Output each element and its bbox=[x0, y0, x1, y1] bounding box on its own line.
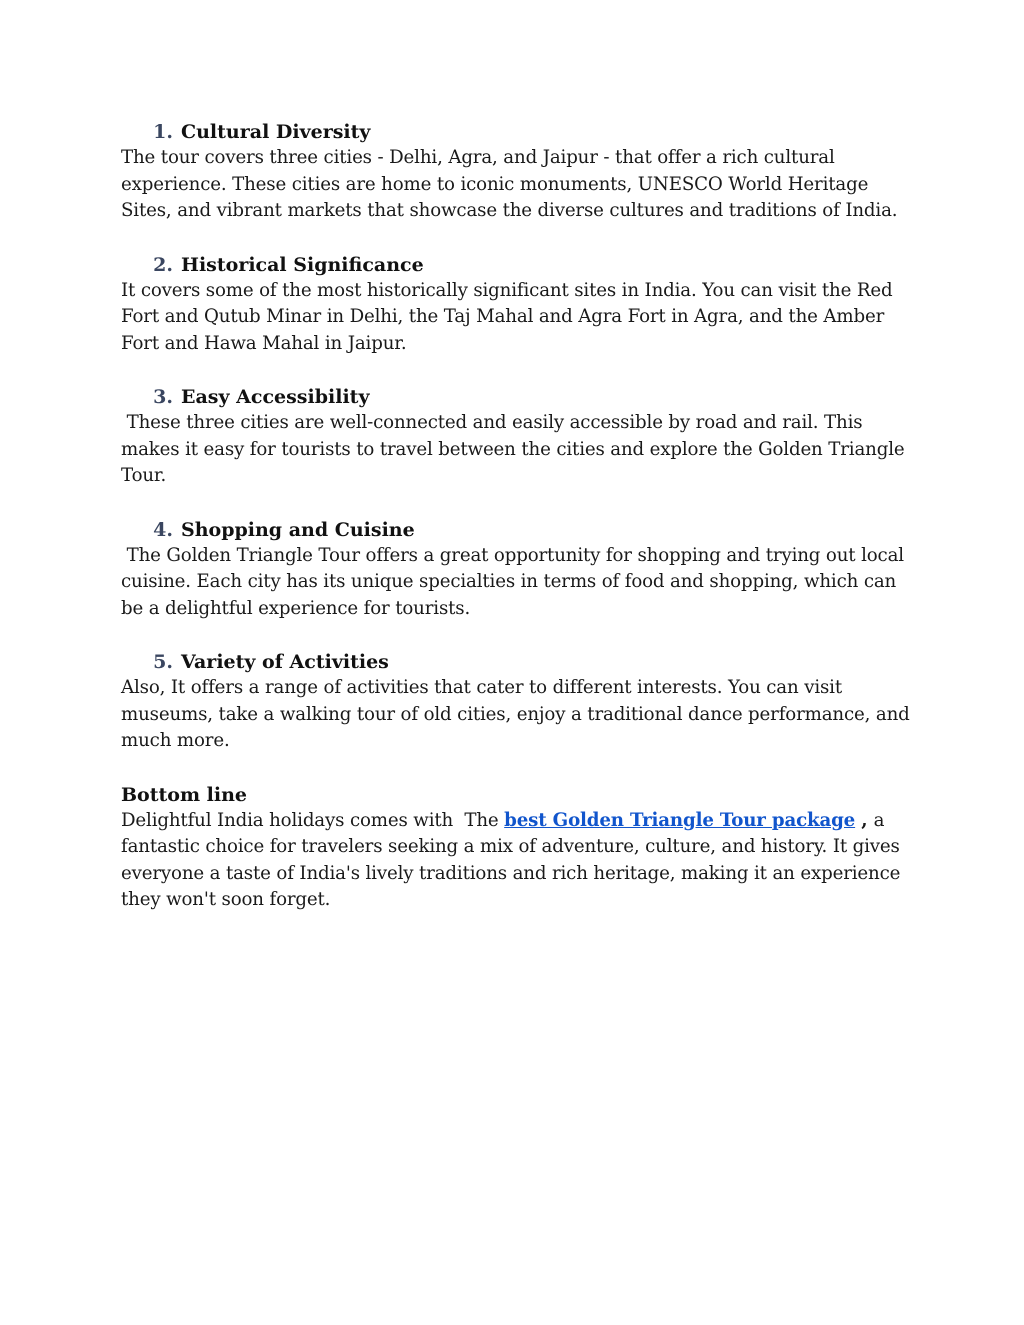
bottom-text-after-link: a fantastic choice for travelers seeking a mix of adventure, culture, and history. It gives everyone a taste of India's lively traditions and rich heritage, making it an experience they won't soon forget. bbox=[121, 809, 906, 910]
section-title: Shopping and Cuisine bbox=[181, 518, 415, 541]
bottom-comma: , bbox=[855, 809, 874, 831]
section-easy-accessibility bbox=[121, 384, 911, 490]
bottom-text-before-link: Delightful India holidays comes with The bbox=[121, 809, 505, 831]
section-body: The Golden Triangle Tour offers a great opportunity for shopping and trying out local cuisine. Each city has its unique specialties in terms of food and shopping, which can be a delightful experience for tourists. bbox=[121, 544, 910, 619]
section-title: Variety of Activities bbox=[181, 651, 389, 673]
section-heading bbox=[121, 252, 911, 278]
section-body: These three cities are well-connected and easily accessible by road and rail. This makes it easy for tourists to travel between the cities and explore the Golden Triangle Tour. bbox=[121, 412, 911, 486]
document-page bbox=[121, 119, 911, 941]
section-cultural-diversity bbox=[121, 119, 911, 225]
section-heading bbox=[121, 517, 911, 543]
list-number: 5. bbox=[153, 651, 173, 673]
list-number: 2. bbox=[153, 253, 173, 276]
bottom-line-body bbox=[121, 808, 911, 914]
section-bottom-line bbox=[121, 782, 911, 914]
section-historical-significance bbox=[121, 252, 911, 358]
section-title: Cultural Diversity bbox=[181, 121, 371, 143]
golden-triangle-tour-link[interactable]: best Golden Triangle Tour package bbox=[504, 809, 856, 831]
section-shopping-and-cuisine bbox=[121, 517, 911, 623]
section-heading bbox=[121, 649, 911, 675]
list-number: 4. bbox=[153, 518, 173, 541]
section-variety-of-activities bbox=[121, 649, 911, 755]
list-number: 3. bbox=[153, 386, 173, 408]
section-title: Historical Significance bbox=[181, 253, 424, 276]
section-heading bbox=[121, 119, 911, 145]
section-body: It covers some of the most historically significant sites in India. You can visit the Red Fort and Qutub Minar in Delhi, the Taj Mahal and Agra Fort in Agra, and the Amber Fort and Hawa Mahal in Jaipur. bbox=[121, 279, 893, 354]
section-heading bbox=[121, 384, 911, 410]
section-body: The tour covers three cities - Delhi, Agra, and Jaipur - that offer a rich cultural experience. These cities are home to iconic monuments, UNESCO World Heritage Sites, and vibrant markets that showcase the diverse cultures and traditions of India. bbox=[121, 147, 898, 221]
bottom-line-heading: Bottom line bbox=[121, 783, 248, 806]
list-number: 1. bbox=[153, 121, 173, 143]
section-title: Easy Accessibility bbox=[181, 386, 370, 408]
section-body: Also, It offers a range of activities that cater to different interests. You can visit museums, take a walking tour of old cities, enjoy a traditional dance performance, and much more. bbox=[121, 677, 910, 751]
